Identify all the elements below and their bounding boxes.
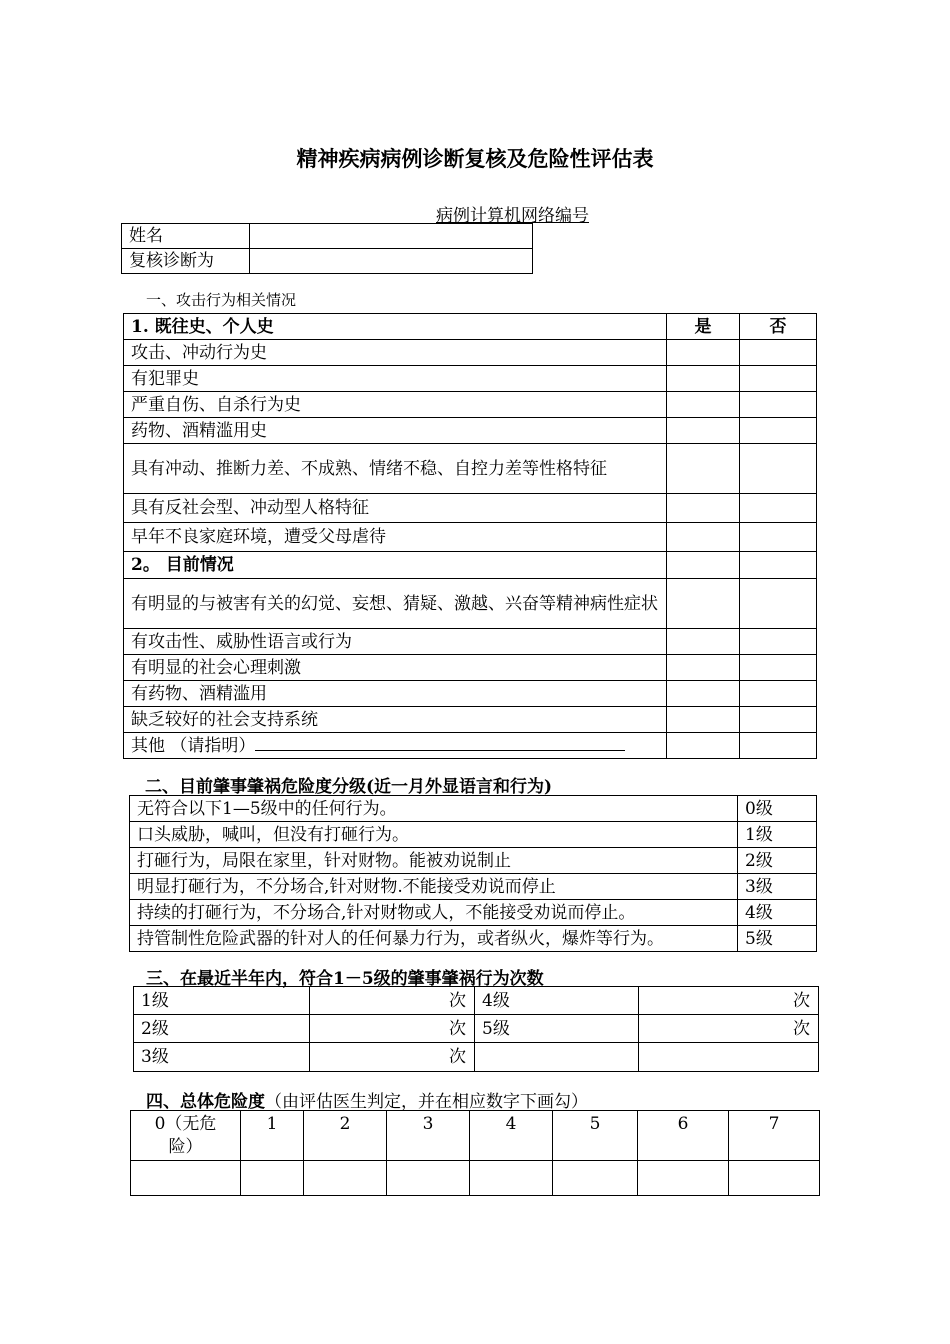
list-item: 有明显的与被害有关的幻觉、妄想、猜疑、激越、兴奋等精神病性症状 <box>124 579 667 629</box>
diagnosis-field[interactable] <box>250 249 533 274</box>
group2-title: 2。 目前情况 <box>124 552 667 579</box>
yes-cell[interactable] <box>667 418 740 444</box>
other-row <box>124 733 667 759</box>
check-cell[interactable] <box>470 1161 553 1196</box>
section4-heading <box>146 1087 588 1112</box>
no-cell[interactable] <box>740 418 817 444</box>
list-item: 攻击、冲动行为史 <box>124 340 667 366</box>
list-item: 具有冲动、推断力差、不成熟、情绪不稳、自控力差等性格特征 <box>124 444 667 494</box>
level-desc: 持管制性危险武器的针对人的任何暴力行为，或者纵火，爆炸等行为。 <box>130 926 738 952</box>
yes-cell[interactable] <box>667 494 740 523</box>
no-cell[interactable] <box>740 579 817 629</box>
risk-scale-3: 3 <box>387 1111 470 1161</box>
risk-scale-1: 1 <box>241 1111 304 1161</box>
count-level: 3级 <box>134 1043 310 1072</box>
diagnosis-label: 复核诊断为 <box>122 249 250 274</box>
yes-cell[interactable] <box>667 733 740 759</box>
no-cell[interactable] <box>740 366 817 392</box>
attack-history-table <box>123 313 817 759</box>
risk-scale-0: 0（无危险） <box>131 1111 241 1161</box>
list-item: 有攻击性、威胁性语言或行为 <box>124 629 667 655</box>
no-cell[interactable] <box>740 444 817 494</box>
no-cell[interactable] <box>740 340 817 366</box>
overall-risk-table <box>130 1110 820 1196</box>
risk-scale-5: 5 <box>553 1111 638 1161</box>
section3-heading: 三、在最近半年内，符合1－5级的肇事肇祸行为次数 <box>146 969 544 989</box>
level-value[interactable]: 1级 <box>738 822 817 848</box>
level-desc: 无符合以下1—5级中的任何行为。 <box>130 796 738 822</box>
no-header: 否 <box>740 314 817 340</box>
list-item: 具有反社会型、冲动型人格特征 <box>124 494 667 523</box>
basic-info-table <box>121 223 533 274</box>
yes-cell[interactable] <box>667 392 740 418</box>
count-level: 2级 <box>134 1015 310 1043</box>
section4-heading-note: （由评估医生判定，并在相应数字下画勾） <box>265 1092 588 1112</box>
list-item: 药物、酒精滥用史 <box>124 418 667 444</box>
count-unit[interactable]: 次 <box>310 1015 475 1043</box>
count-level: 5级 <box>475 1015 639 1043</box>
other-blank-line[interactable] <box>255 734 625 751</box>
level-desc: 持续的打砸行为，不分场合,针对财物或人，不能接受劝说而停止。 <box>130 900 738 926</box>
name-label: 姓名 <box>122 224 250 249</box>
list-item: 严重自伤、自杀行为史 <box>124 392 667 418</box>
empty-cell <box>639 1043 819 1072</box>
check-cell[interactable] <box>241 1161 304 1196</box>
empty-cell <box>740 552 817 579</box>
check-cell[interactable] <box>131 1161 241 1196</box>
level-desc: 口头威胁，喊叫，但没有打砸行为。 <box>130 822 738 848</box>
count-level: 4级 <box>475 987 639 1015</box>
no-cell[interactable] <box>740 494 817 523</box>
section4-heading-bold: 四、总体危险度 <box>146 1092 265 1112</box>
level-desc: 明显打砸行为，不分场合,针对财物.不能接受劝说而停止 <box>130 874 738 900</box>
page-title: 精神疾病病例诊断复核及危险性评估表 <box>296 146 654 171</box>
risk-scale-2: 2 <box>304 1111 387 1161</box>
yes-cell[interactable] <box>667 579 740 629</box>
check-cell[interactable] <box>729 1161 820 1196</box>
level-value[interactable]: 4级 <box>738 900 817 926</box>
level-desc: 打砸行为，局限在家里，针对财物。能被劝说制止 <box>130 848 738 874</box>
check-cell[interactable] <box>304 1161 387 1196</box>
yes-cell[interactable] <box>667 681 740 707</box>
no-cell[interactable] <box>740 681 817 707</box>
list-item: 有药物、酒精滥用 <box>124 681 667 707</box>
yes-cell[interactable] <box>667 629 740 655</box>
other-label: 其他 （请指明） <box>131 736 256 756</box>
no-cell[interactable] <box>740 523 817 552</box>
section2-heading: 二、目前肇事肇祸危险度分级(近一月外显语言和行为) <box>145 777 553 797</box>
no-cell[interactable] <box>740 707 817 733</box>
check-cell[interactable] <box>553 1161 638 1196</box>
count-unit[interactable]: 次 <box>639 987 819 1015</box>
yes-cell[interactable] <box>667 444 740 494</box>
risk-level-table <box>129 795 817 952</box>
list-item: 有犯罪史 <box>124 366 667 392</box>
yes-cell[interactable] <box>667 655 740 681</box>
risk-scale-6: 6 <box>638 1111 729 1161</box>
count-level: 1级 <box>134 987 310 1015</box>
network-number-label: 病例计算机网络编号 <box>436 206 589 226</box>
incident-count-table <box>133 986 819 1072</box>
no-cell[interactable] <box>740 655 817 681</box>
check-cell[interactable] <box>638 1161 729 1196</box>
no-cell[interactable] <box>740 392 817 418</box>
risk-scale-7: 7 <box>729 1111 820 1161</box>
list-item: 缺乏较好的社会支持系统 <box>124 707 667 733</box>
empty-cell <box>667 552 740 579</box>
count-unit[interactable]: 次 <box>639 1015 819 1043</box>
group1-title: 1. 既往史、个人史 <box>124 314 667 340</box>
level-value[interactable]: 2级 <box>738 848 817 874</box>
yes-cell[interactable] <box>667 707 740 733</box>
list-item: 早年不良家庭环境，遭受父母虐待 <box>124 523 667 552</box>
name-field[interactable] <box>250 224 533 249</box>
check-cell[interactable] <box>387 1161 470 1196</box>
section1-heading: 一、攻击行为相关情况 <box>146 291 297 309</box>
yes-cell[interactable] <box>667 366 740 392</box>
risk-scale-4: 4 <box>470 1111 553 1161</box>
count-unit[interactable]: 次 <box>310 1043 475 1072</box>
empty-cell <box>475 1043 639 1072</box>
count-unit[interactable]: 次 <box>310 987 475 1015</box>
yes-cell[interactable] <box>667 523 740 552</box>
no-cell[interactable] <box>740 629 817 655</box>
level-value[interactable]: 5级 <box>738 926 817 952</box>
yes-cell[interactable] <box>667 340 740 366</box>
level-value[interactable]: 0级 <box>738 796 817 822</box>
level-value[interactable]: 3级 <box>738 874 817 900</box>
list-item: 有明显的社会心理刺激 <box>124 655 667 681</box>
yes-header: 是 <box>667 314 740 340</box>
no-cell[interactable] <box>740 733 817 759</box>
